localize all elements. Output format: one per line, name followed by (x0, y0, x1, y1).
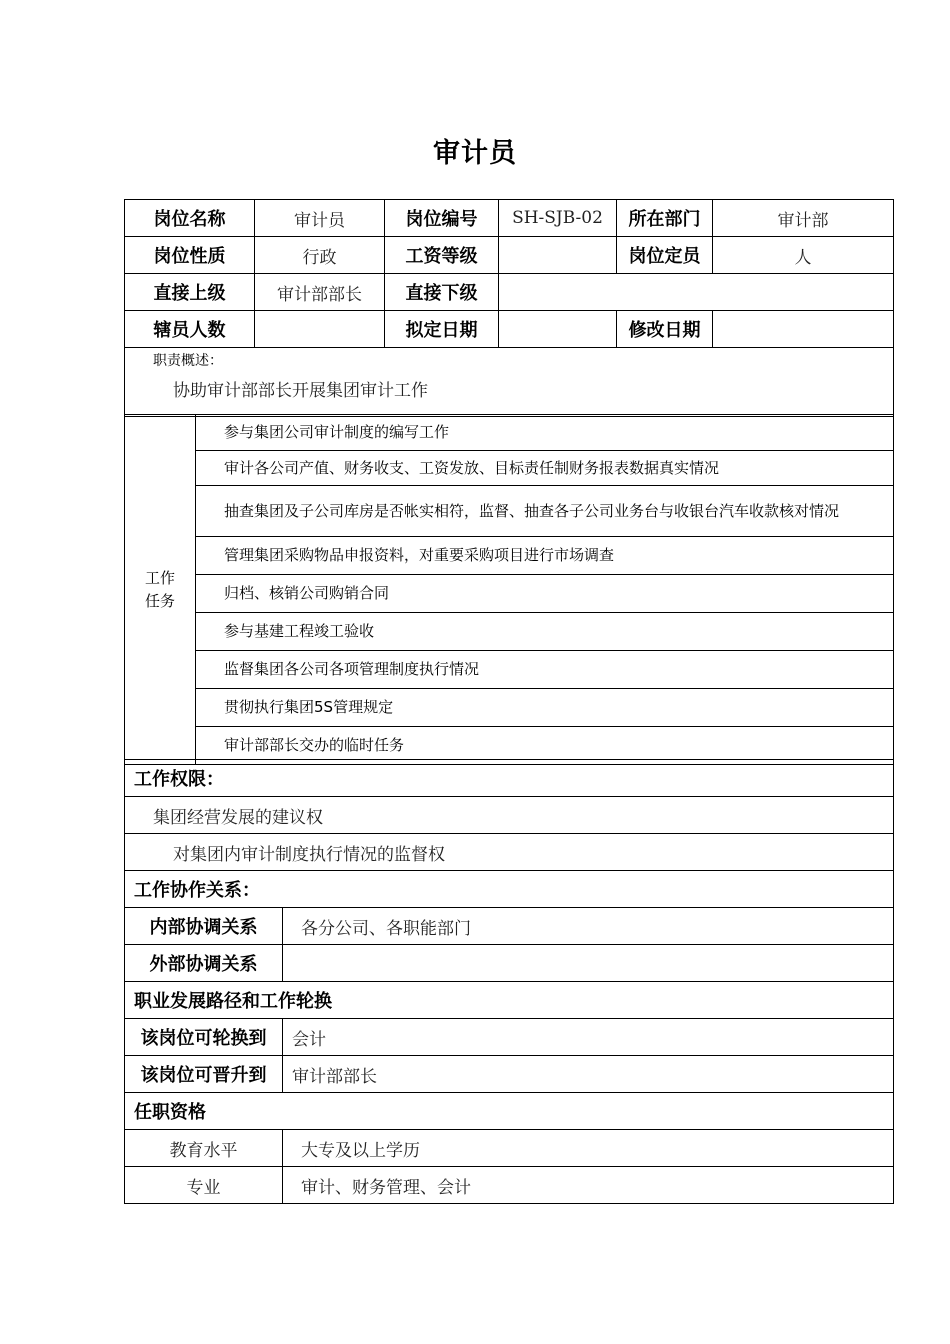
education-value: 大专及以上学历 (283, 1130, 894, 1167)
task-item: 审计各公司产值、财务收支、工资发放、目标责任制财务报表数据真实情况 (196, 451, 894, 486)
table-row (125, 834, 894, 871)
internal-coordination-value: 各分公司、各职能部门 (283, 908, 894, 945)
authority-item: 集团经营发展的建议权 (125, 797, 894, 834)
table-row (125, 311, 894, 348)
table-row (125, 451, 894, 486)
table-row (125, 1167, 894, 1204)
page-title: 审计员 (433, 138, 517, 169)
career-heading: 职业发展路径和工作轮换 (125, 982, 894, 1019)
table-row (125, 486, 894, 537)
task-item: 参与基建工程竣工验收 (196, 613, 894, 651)
task-item: 抽查集团及子公司库房是否帐实相符，监督、抽查各子公司业务台与收银台汽车收款核对情况 (196, 486, 894, 537)
table-row (125, 415, 894, 451)
department-value: 审计部 (713, 200, 894, 237)
table-row (125, 575, 894, 613)
job-code-label: 岗位编号 (385, 200, 499, 237)
tasks-label-line2: 任务 (144, 591, 175, 610)
table-row (125, 613, 894, 651)
task-item: 监督集团各公司各项管理制度执行情况 (196, 651, 894, 689)
table-row (125, 348, 894, 417)
education-label: 教育水平 (125, 1130, 283, 1167)
external-coordination-value (283, 945, 894, 982)
revision-date-value (713, 311, 894, 348)
table-row (125, 1056, 894, 1093)
direct-superior-value: 审计部部长 (255, 274, 385, 311)
task-item: 归档、核销公司购销合同 (196, 575, 894, 613)
table-row (125, 1093, 894, 1130)
tasks-table (124, 414, 894, 765)
internal-coordination-label: 内部协调关系 (125, 908, 283, 945)
staff-count-value (255, 311, 385, 348)
draft-date-label: 拟定日期 (385, 311, 499, 348)
salary-grade-value (499, 237, 617, 274)
job-nature-value: 行政 (255, 237, 385, 274)
task-item: 审计部部长交办的临时任务 (196, 727, 894, 765)
promotion-value: 审计部部长 (283, 1056, 894, 1093)
direct-subordinate-label: 直接下级 (385, 274, 499, 311)
direct-subordinate-value (499, 274, 894, 311)
promotion-label: 该岗位可晋升到 (125, 1056, 283, 1093)
job-title-value: 审计员 (255, 200, 385, 237)
revision-date-label: 修改日期 (617, 311, 713, 348)
major-label: 专业 (125, 1167, 283, 1204)
duty-summary-text: 协助审计部部长开展集团审计工作 (173, 381, 428, 401)
headcount-label: 岗位定员 (617, 237, 713, 274)
table-row (125, 945, 894, 982)
basic-info-table (124, 199, 894, 417)
qualification-heading: 任职资格 (125, 1093, 894, 1130)
authority-heading: 工作权限： (125, 760, 894, 797)
table-row (125, 982, 894, 1019)
responsibilities-table (124, 759, 894, 1204)
tasks-label-cell (125, 415, 196, 765)
job-code-value: SH-SJB-02 (499, 200, 617, 237)
table-row (125, 200, 894, 237)
table-row (125, 689, 894, 727)
table-row (125, 1019, 894, 1056)
staff-count-label: 辖员人数 (125, 311, 255, 348)
table-row (125, 908, 894, 945)
job-nature-label: 岗位性质 (125, 237, 255, 274)
task-item: 参与集团公司审计制度的编写工作 (196, 415, 894, 451)
table-row (125, 537, 894, 575)
rotation-value: 会计 (283, 1019, 894, 1056)
draft-date-value (499, 311, 617, 348)
major-value: 审计、财务管理、会计 (283, 1167, 894, 1204)
table-row (125, 274, 894, 311)
authority-item: 对集团内审计制度执行情况的监督权 (125, 834, 894, 871)
table-row (125, 797, 894, 834)
rotation-label: 该岗位可轮换到 (125, 1019, 283, 1056)
task-item: 贯彻执行集团5S管理规定 (196, 689, 894, 727)
job-title-label: 岗位名称 (125, 200, 255, 237)
external-coordination-label: 外部协调关系 (125, 945, 283, 982)
table-row (125, 651, 894, 689)
table-row (125, 237, 894, 274)
table-row (125, 871, 894, 908)
salary-grade-label: 工资等级 (385, 237, 499, 274)
tasks-label-line1: 工作 (144, 568, 175, 587)
table-row (125, 1130, 894, 1167)
duty-summary-cell (125, 348, 894, 417)
task-item: 管理集团采购物品申报资料，对重要采购项目进行市场调查 (196, 537, 894, 575)
table-row (125, 760, 894, 797)
cooperation-heading: 工作协作关系： (125, 871, 894, 908)
department-label: 所在部门 (617, 200, 713, 237)
direct-superior-label: 直接上级 (125, 274, 255, 311)
headcount-value: 人 (713, 237, 894, 274)
duty-summary-label: 职责概述： (153, 353, 223, 369)
